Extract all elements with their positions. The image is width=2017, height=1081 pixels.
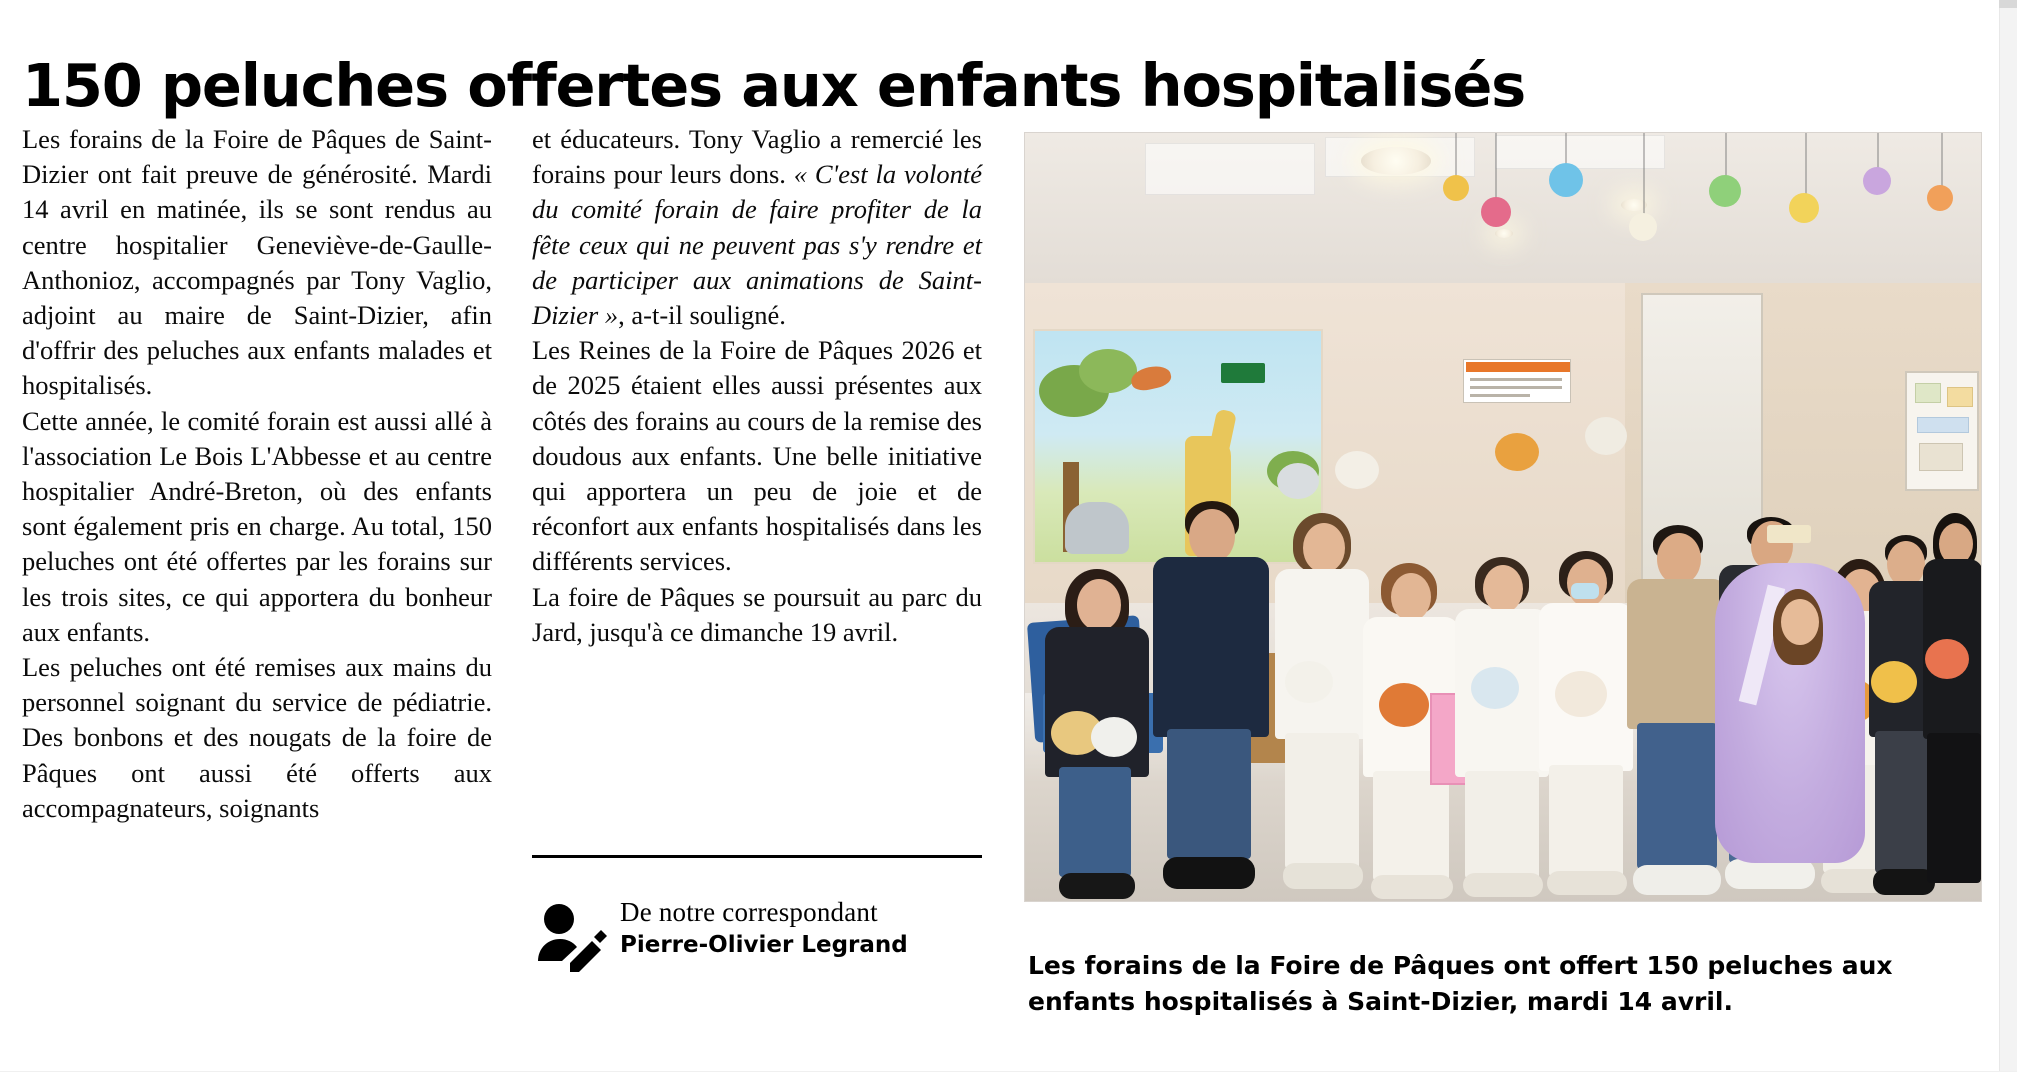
plush-toy <box>1495 433 1539 471</box>
plush-toy <box>1555 671 1607 717</box>
article-photo <box>1024 132 1982 902</box>
plush-toy <box>1091 717 1137 757</box>
paragraph: Les forains de la Foire de Pâques de Saint-Dizier ont fait preuve de générosité. Mardi 14 avril en matinée, ils se sont rendus au centre hospitalier Geneviève-de-Gaulle-Anthonioz, accompagnés par Tony Vaglio, adjoint au maire de Saint-Dizier, afin d'offrir des peluches aux enfants malades et hospitalisés. <box>22 124 492 401</box>
person <box>1035 561 1155 901</box>
pull-quote: « C'est la volonté du comité forain de faire profiter de la fête ceux qui ne peuvent pas s'y rendre et de participer aux animations de Saint-Dizier » <box>532 159 982 331</box>
plush-toy <box>1379 683 1429 727</box>
person-queen <box>1757 561 1837 901</box>
person-shoes <box>1633 865 1721 895</box>
plush-toy <box>1585 417 1627 455</box>
person-legs <box>1927 733 1981 883</box>
person-head <box>1303 523 1345 573</box>
notice-board <box>1905 371 1979 491</box>
person <box>1923 509 1982 901</box>
notice-note <box>1915 383 1941 403</box>
decoration-shape <box>1629 213 1657 241</box>
wall-sign-header <box>1466 362 1570 372</box>
person-head <box>1781 599 1819 645</box>
person-head <box>1189 509 1235 563</box>
byline <box>532 895 992 985</box>
page-title: 150 peluches offertes aux enfants hospitalisés <box>22 50 1526 120</box>
person-legs <box>1167 729 1251 859</box>
paragraph: Les Reines de la Foire de Pâques 2026 et de 2025 étaient elles aussi présentes aux côtés des forains au cours de la remise des doudous aux enfants. Une belle initiative qui apportera un peu de joie et de réconfort aux enfants hospitalisés dans les différents services. <box>532 335 982 577</box>
wall-sign-line <box>1470 394 1530 397</box>
notice-note <box>1947 387 1973 407</box>
mural-elephant <box>1065 502 1129 554</box>
hanging-decorations <box>1025 133 1982 253</box>
decoration-shape <box>1927 185 1953 211</box>
face-mask <box>1571 583 1599 599</box>
plush-toy <box>1277 463 1319 499</box>
decoration-shape <box>1863 167 1891 195</box>
person-legs <box>1373 771 1449 881</box>
byline-name: Pierre-Olivier Legrand <box>620 932 908 958</box>
person-shoes <box>1059 873 1135 899</box>
person-shoes <box>1283 863 1363 889</box>
paragraph-lead-end: , a-t-il souligné. <box>618 300 786 331</box>
mural-giraffe-neck <box>1205 409 1237 472</box>
page-edge-bottom <box>0 1071 2017 1081</box>
byline-text <box>620 895 992 961</box>
paragraph: Les peluches ont été remises aux mains du personnel soignant du service de pédiatrie. Des bonbons et des nougats de la foire de Pâques ont aussi été offerts aux accompagnateurs, soignants <box>22 652 492 823</box>
plush-toy <box>1335 451 1379 489</box>
person-head <box>1077 579 1121 631</box>
person-head <box>1391 573 1431 621</box>
person-pen-icon <box>532 901 610 979</box>
plush-toy <box>1471 667 1519 709</box>
wall-sign <box>1463 359 1571 403</box>
decoration-string <box>1941 133 1943 191</box>
page-edge-corner <box>1999 0 2017 8</box>
photo-caption: Les forains de la Foire de Pâques ont offert 150 peluches aux enfants hospitalisés à Saint-Dizier, mardi 14 avril. <box>1028 951 1893 1016</box>
paragraph: Cette année, le comité forain est aussi allé à l'association Le Bois L'Abbesse et au centre hospitalier André-Breton, où des enfants sont également pris en charge. Au total, 150 peluches ont été offertes par les forains sur les trois sites, ce qui apportera du bonheur aux enfants. <box>22 405 492 647</box>
byline-divider <box>532 855 982 858</box>
person-legs <box>1059 767 1131 877</box>
exit-sign <box>1221 363 1265 383</box>
person-legs <box>1549 765 1623 877</box>
person-torso <box>1045 627 1149 777</box>
decoration-shape <box>1789 193 1819 223</box>
article-column-1 <box>22 122 492 826</box>
person-legs <box>1637 723 1717 869</box>
notice-note <box>1917 417 1969 433</box>
wall-sign-line <box>1470 386 1562 389</box>
person <box>1145 501 1275 901</box>
decoration-shape <box>1549 163 1583 197</box>
decoration-shape <box>1709 175 1741 207</box>
decoration-string <box>1455 133 1457 181</box>
person-legs <box>1465 771 1539 879</box>
person-shoes <box>1547 871 1627 895</box>
decoration-shape <box>1443 175 1469 201</box>
mural-foliage <box>1079 349 1137 393</box>
decoration-string <box>1805 133 1807 199</box>
page-edge-right <box>1999 0 2017 1081</box>
person-shoes <box>1163 857 1255 889</box>
person-head <box>1657 533 1701 585</box>
person-head <box>1483 565 1523 613</box>
plush-toy <box>1871 661 1917 703</box>
paragraph: La foire de Pâques se poursuit au parc du Jard, jusqu'à ce dimanche 19 avril. <box>532 581 982 647</box>
article-photo-wrapper <box>1024 132 1982 902</box>
byline-role: De notre correspondant <box>620 897 878 927</box>
paragraph-lead: et éducateurs. Tony Vaglio a remercié les forains pour leurs dons. <box>532 124 982 190</box>
decoration-string <box>1495 133 1497 203</box>
decoration-shape <box>1481 197 1511 227</box>
notice-note <box>1919 443 1963 471</box>
article-column-2 <box>532 122 982 650</box>
paragraph-with-quote <box>532 122 982 333</box>
wall-sign-line <box>1470 378 1562 381</box>
person-torso <box>1153 557 1269 737</box>
decoration-string <box>1725 133 1727 181</box>
queen-crown <box>1767 525 1811 543</box>
person-legs <box>1285 733 1359 869</box>
plush-toy <box>1285 661 1333 703</box>
plush-toy <box>1925 639 1969 679</box>
person-shoes <box>1371 875 1453 899</box>
decoration-string <box>1643 133 1645 219</box>
